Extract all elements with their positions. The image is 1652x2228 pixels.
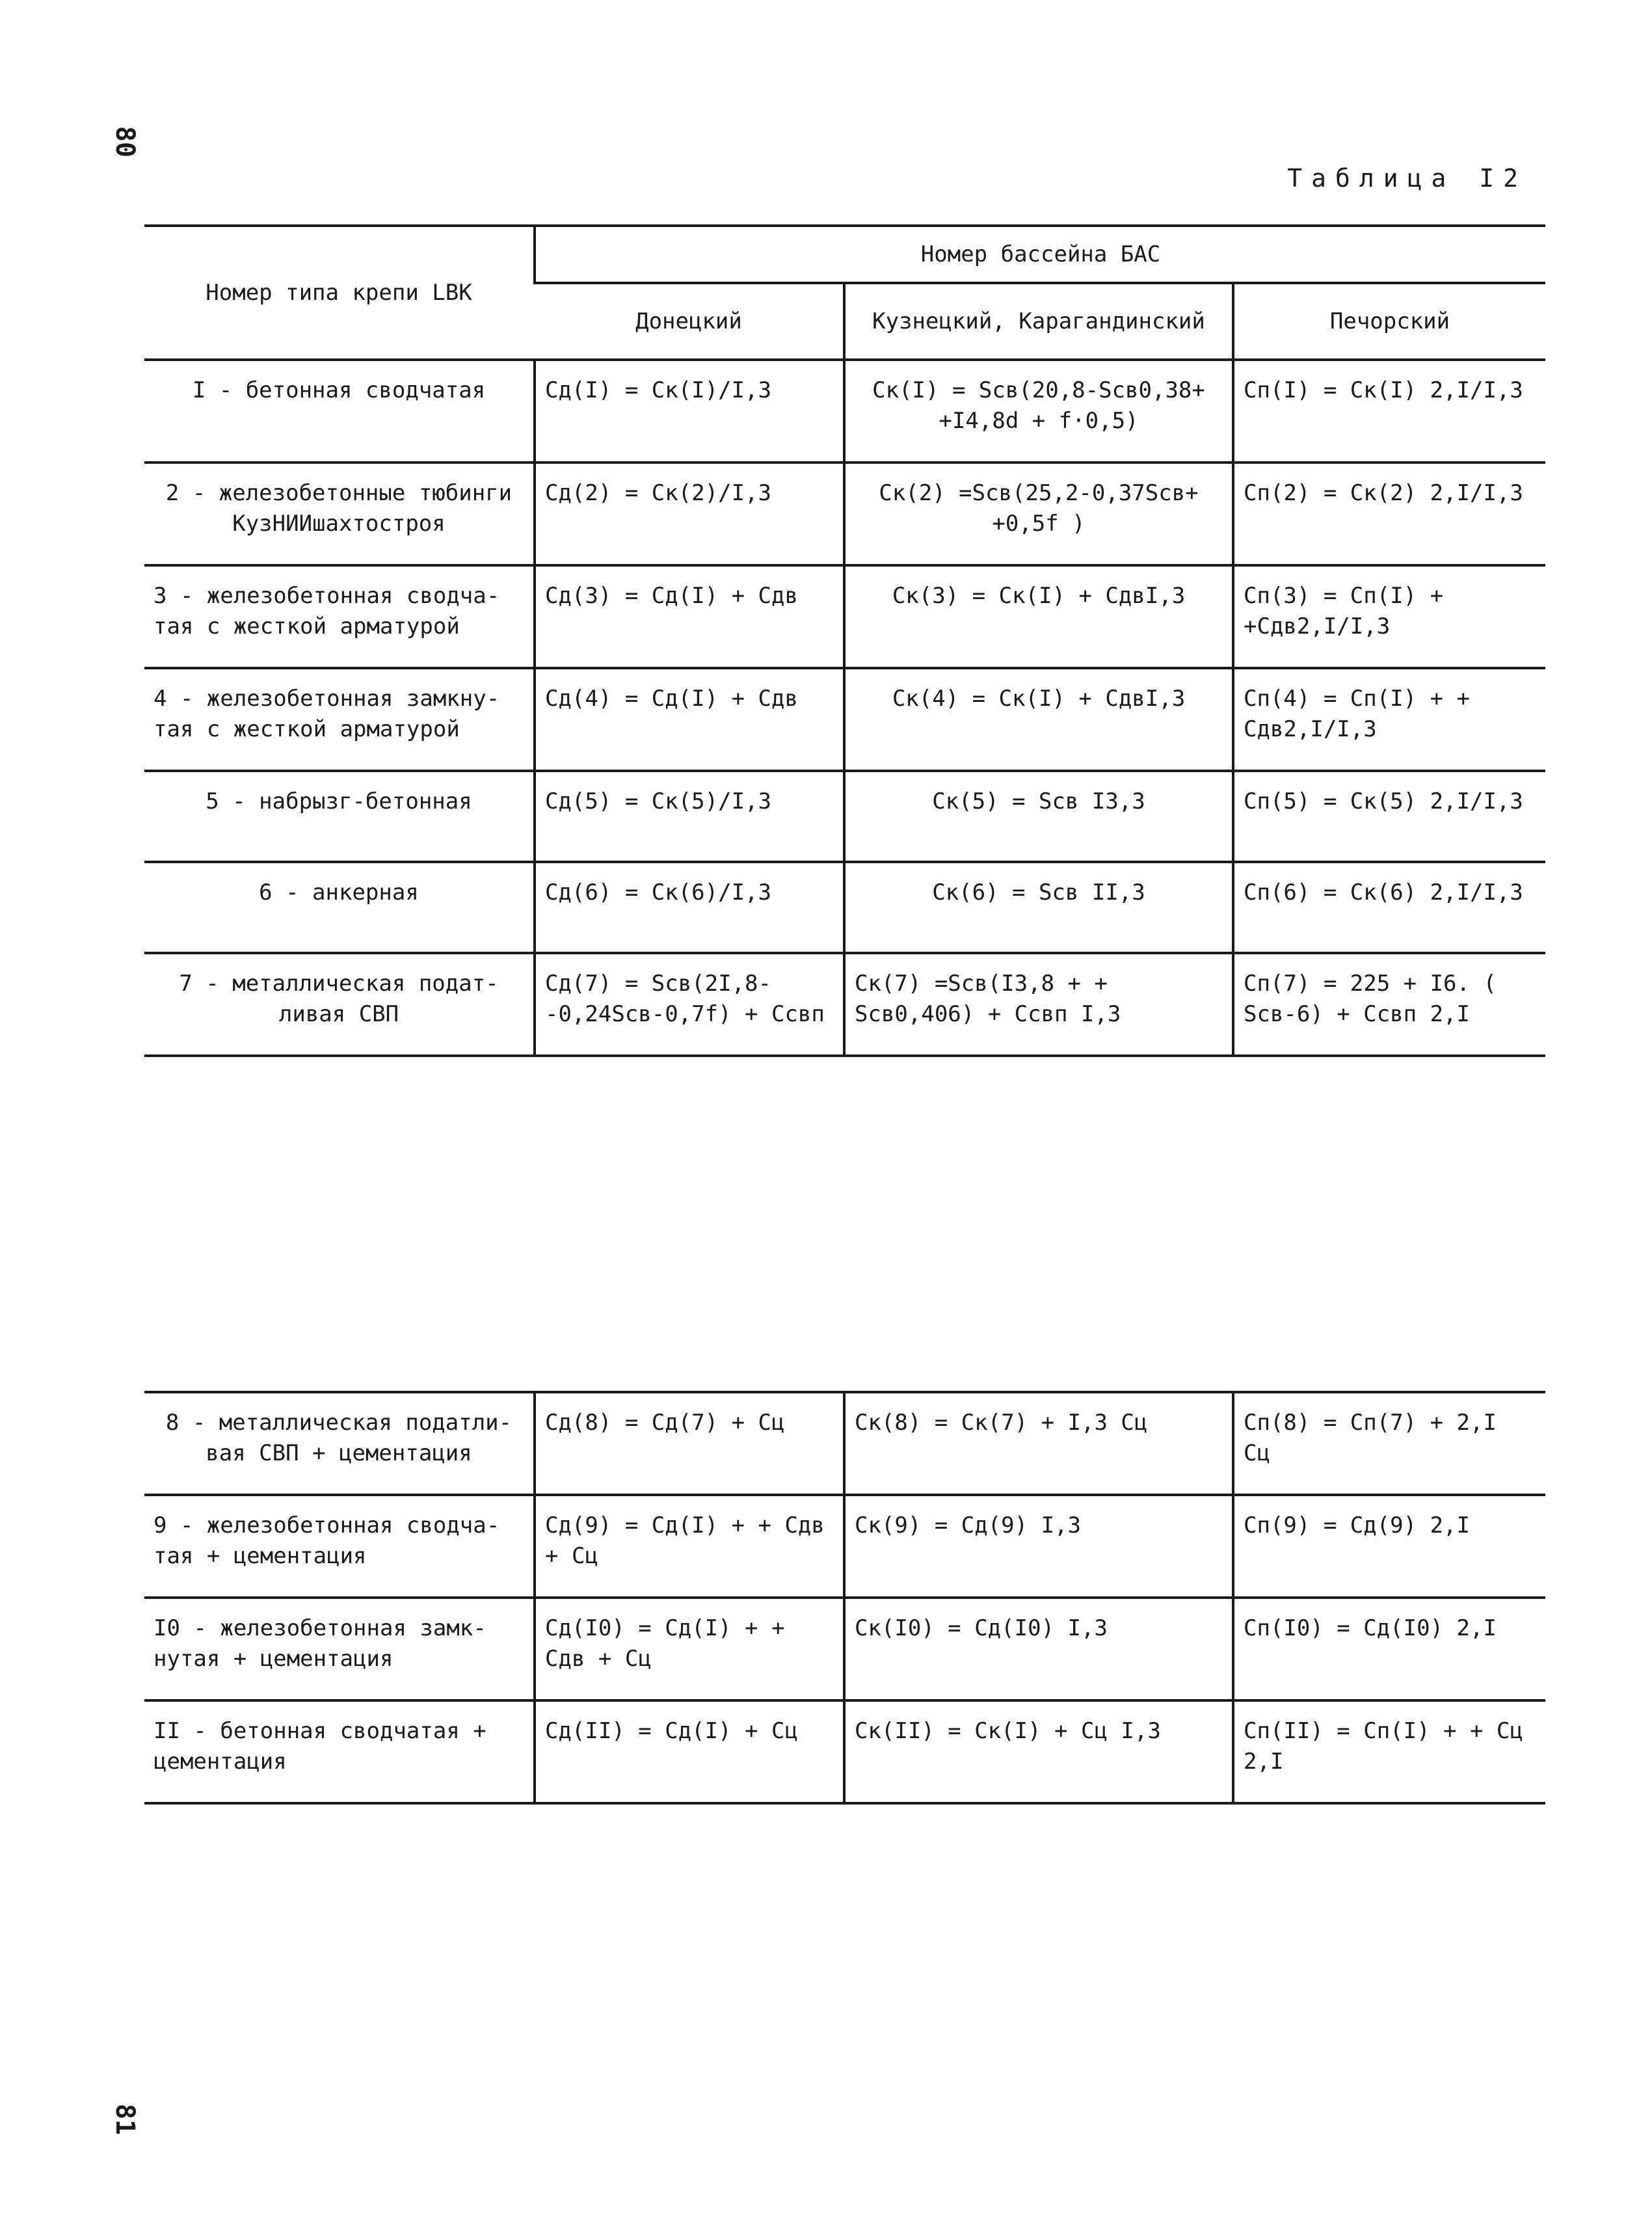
table-row: [144, 360, 1545, 463]
table-row: [144, 1700, 1545, 1803]
header-basin-donetsk: Донецкий: [535, 283, 844, 360]
table-lower: [144, 1391, 1545, 1805]
cell-pechora: Cп(8) = Cп(7) + 2,I Cц: [1233, 1392, 1545, 1495]
cell-type: 4 - железобетонная замкну-тая с жесткой арматурой: [144, 668, 535, 771]
table-row: [144, 862, 1545, 953]
cell-donetsk: Cд(9) = Cд(I) + + Cдв + Cц: [535, 1495, 844, 1598]
cell-kuznetsk: Cк(5) = Sсв I3,3: [844, 771, 1233, 862]
table-row: [144, 668, 1545, 771]
cell-pechora: Cп(9) = Cд(9) 2,I: [1233, 1495, 1545, 1598]
header-basin-kuznetsk: Кузнецкий, Карагандинский: [844, 283, 1233, 360]
cell-type: 2 - железобетонные тюбинги КузНИИшахтостроя: [144, 463, 535, 565]
header-basin-group: Номер бассейна БАС: [535, 226, 1545, 283]
cell-type: 3 - железобетонная сводча-тая с жесткой арматурой: [144, 565, 535, 668]
cell-type: 8 - металлическая податли-вая СВП + цементация: [144, 1392, 535, 1495]
table-row: [144, 1598, 1545, 1700]
cell-pechora: Cп(II) = Cп(I) + + Cц 2,I: [1233, 1700, 1545, 1803]
table-caption: Таблица I2: [1287, 164, 1527, 193]
cell-kuznetsk: Cк(3) = Cк(I) + CдвI,3: [844, 565, 1233, 668]
cell-kuznetsk: Cк(6) = Sсв II,3: [844, 862, 1233, 953]
cell-donetsk: Cд(2) = Cк(2)/I,3: [535, 463, 844, 565]
header-type: Номер типа крепи LВК: [144, 226, 535, 360]
cell-donetsk: Cд(5) = Cк(5)/I,3: [535, 771, 844, 862]
cell-kuznetsk: Cк(9) = Cд(9) I,3: [844, 1495, 1233, 1598]
cell-pechora: Cп(3) = Cп(I) + +Cдв2,I/I,3: [1233, 565, 1545, 668]
header-basin-pechora: Печорский: [1233, 283, 1545, 360]
cell-kuznetsk: Cк(7) =Sсв(I3,8 + + Sсв0,406) + Cсвп I,3: [844, 953, 1233, 1056]
page-number-top: 80: [110, 126, 140, 158]
cell-pechora: Cп(5) = Cк(5) 2,I/I,3: [1233, 771, 1545, 862]
cell-donetsk: Cд(I) = Cк(I)/I,3: [535, 360, 844, 463]
cell-kuznetsk: Cк(2) =Sсв(25,2-0,37Sсв+ +0,5f ): [844, 463, 1233, 565]
cell-donetsk: Cд(6) = Cк(6)/I,3: [535, 862, 844, 953]
cell-type: 9 - железобетонная сводча-тая + цементация: [144, 1495, 535, 1598]
page-number-bottom: 81: [110, 2103, 140, 2136]
cell-donetsk: Cд(I0) = Cд(I) + + Cдв + Cц: [535, 1598, 844, 1700]
cell-kuznetsk: Cк(I) = Sсв(20,8-Sсв0,38+ +I4,8d + f·0,5): [844, 360, 1233, 463]
cell-type: I - бетонная сводчатая: [144, 360, 535, 463]
cell-type: I0 - железобетонная замк-нутая + цементация: [144, 1598, 535, 1700]
table-upper: [144, 224, 1545, 1057]
cell-type: 5 - набрызг-бетонная: [144, 771, 535, 862]
cell-type: 7 - металлическая подат-ливая СВП: [144, 953, 535, 1056]
cell-pechora: Cп(4) = Cп(I) + + Cдв2,I/I,3: [1233, 668, 1545, 771]
cell-kuznetsk: Cк(I0) = Cд(I0) I,3: [844, 1598, 1233, 1700]
table-row: [144, 565, 1545, 668]
cell-pechora: Cп(I0) = Cд(I0) 2,I: [1233, 1598, 1545, 1700]
cell-pechora: Cп(2) = Cк(2) 2,I/I,3: [1233, 463, 1545, 565]
cell-pechora: Cп(6) = Cк(6) 2,I/I,3: [1233, 862, 1545, 953]
cell-kuznetsk: Cк(4) = Cк(I) + CдвI,3: [844, 668, 1233, 771]
cell-type: II - бетонная сводчатая + цементация: [144, 1700, 535, 1803]
cell-type: 6 - анкерная: [144, 862, 535, 953]
cell-pechora: Cп(7) = 225 + I6. ( Sсв-6) + Cсвп 2,I: [1233, 953, 1545, 1056]
cell-donetsk: Cд(7) = Sсв(2I,8- -0,24Sсв-0,7f) + Cсвп: [535, 953, 844, 1056]
cell-kuznetsk: Cк(8) = Cк(7) + I,3 Cц: [844, 1392, 1233, 1495]
table-row: [144, 1392, 1545, 1495]
table-row: [144, 1495, 1545, 1598]
cell-donetsk: Cд(8) = Cд(7) + Cц: [535, 1392, 844, 1495]
cell-donetsk: Cд(4) = Cд(I) + Cдв: [535, 668, 844, 771]
cell-kuznetsk: Cк(II) = Cк(I) + Cц I,3: [844, 1700, 1233, 1803]
cell-donetsk: Cд(3) = Cд(I) + Cдв: [535, 565, 844, 668]
cell-pechora: Cп(I) = Cк(I) 2,I/I,3: [1233, 360, 1545, 463]
table-row: [144, 463, 1545, 565]
table-row: [144, 953, 1545, 1056]
table-row: [144, 771, 1545, 862]
cell-donetsk: Cд(II) = Cд(I) + Cц: [535, 1700, 844, 1803]
